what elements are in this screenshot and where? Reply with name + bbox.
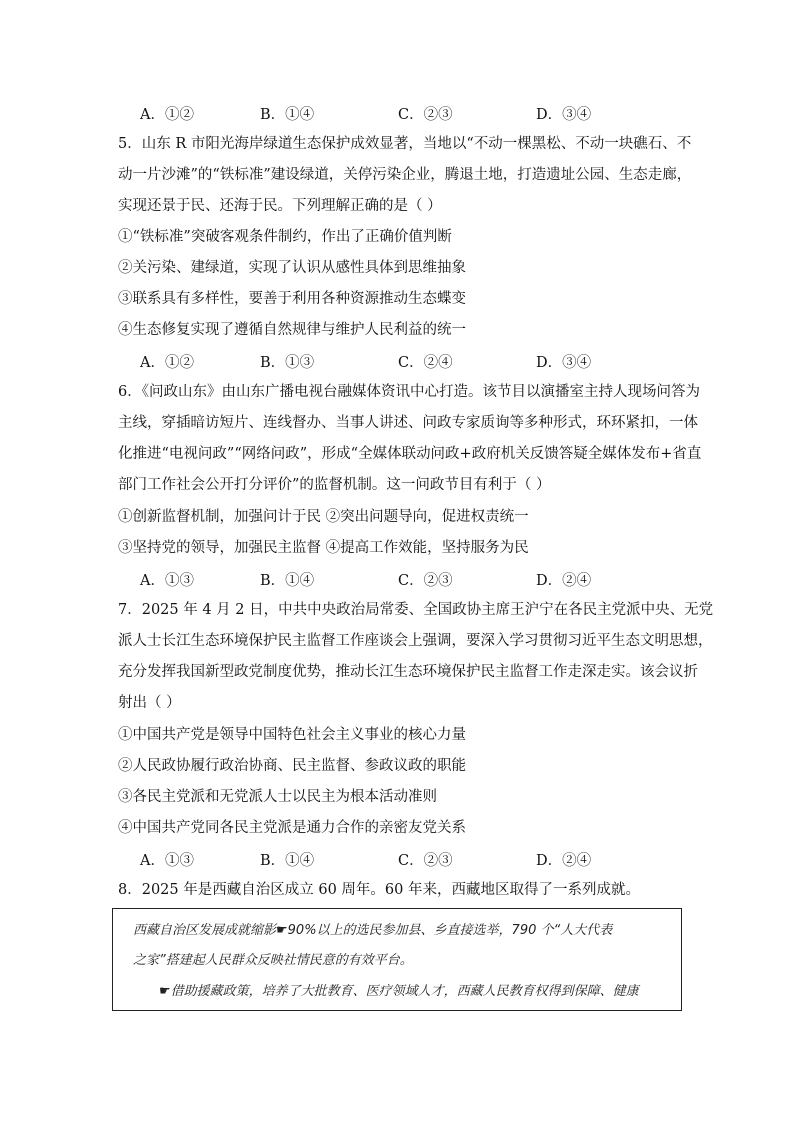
q5-item-3: ③联系具有多样性，要善于利用各种资源推动生态蝶变	[118, 291, 466, 307]
q7-option-b[interactable]: B．①④	[260, 853, 315, 869]
q8-material-box	[112, 908, 682, 1011]
q7-item-4: ④中国共产党同各民主党派是通力合作的亲密友党关系	[118, 820, 466, 836]
q6-stem-line-4: 部门工作社会公开打分评价”的监督机制。这一问政节目有利于（ ）	[118, 477, 551, 493]
q6-option-a[interactable]: A．①③	[140, 573, 194, 589]
q7-stem-line-3: 充分发挥我国新型政党制度优势，推动长江生态环境保护民主监督工作走深走实。该会议折	[118, 664, 698, 680]
q6-option-b[interactable]: B．①④	[260, 573, 315, 589]
q5-stem-line-3: 实现还景于民、还海于民。下列理解正确的是（ ）	[118, 198, 442, 214]
q7-stem-line-1: 7．2025 年 4 月 2 日，中共中央政治局常委、全国政协主席王沪宁在各民主党派中央、无党	[118, 602, 714, 618]
q6-option-d[interactable]: D．②④	[536, 573, 592, 589]
q7-option-c[interactable]: C．②③	[398, 853, 453, 869]
q4-option-a[interactable]: A．①②	[140, 107, 194, 123]
q7-stem-line-4: 射出（ ）	[118, 695, 181, 711]
q8-box-line-3: ☛借助援藏政策，培养了大批教育、医疗领域人才，西藏人民教育权得到保障、健康	[159, 984, 639, 999]
q4-option-d[interactable]: D．③④	[536, 107, 592, 123]
q6-options	[140, 569, 700, 589]
q7-item-1: ①中国共产党是领导中国特色社会主义事业的核心力量	[118, 727, 466, 743]
q7-option-d[interactable]: D．②④	[536, 853, 592, 869]
q5-stem-line-1: 5．山东 R 市阳光海岸绿道生态保护成效显著，当地以“不动一棵黑松、不动一块礁石、不	[118, 136, 692, 152]
q6-stem-line-1: 6．《问政山东》由山东广播电视台融媒体资讯中心打造。该节目以演播室主持人现场问答为	[118, 384, 700, 400]
q6-item-row-2: ③坚持党的领导，加强民主监督 ④提高工作效能，坚持服务为民	[118, 540, 529, 556]
q7-stem-line-2: 派人士长江生态环境保护民主监督工作座谈会上强调，要深入学习贯彻习近平生态文明思想，	[118, 633, 713, 649]
q5-stem-line-2: 动一片沙滩”的“铁标准”建设绿道，关停污染企业，腾退土地，打造遗址公园、生态走廊，	[118, 167, 692, 183]
q4-option-b[interactable]: B．①④	[260, 107, 315, 123]
q7-item-3: ③各民主党派和无党派人士以民主为根本活动准则	[118, 789, 437, 805]
q5-options	[140, 351, 700, 371]
q5-option-a[interactable]: A．①②	[140, 355, 194, 371]
q8-box-line-1: 西藏自治区发展成就缩影☛90%以上的选民参加县、乡直接选举，790 个“人大代表	[133, 923, 613, 938]
q7-item-2: ②人民政协履行政治协商、民主监督、参政议政的职能	[118, 758, 466, 774]
q7-option-a[interactable]: A．①③	[140, 853, 194, 869]
q4-options	[140, 103, 700, 123]
q8-stem: 8．2025 年是西藏自治区成立 60 周年。60 年来，西藏地区取得了一系列成就。	[118, 882, 640, 898]
q6-stem-line-3: 化推进“电视问政”“网络问政”，形成“全媒体联动问政+政府机关反馈答疑全媒体发布+省直	[118, 446, 702, 462]
q5-item-2: ②关污染、建绿道，实现了认识从感性具体到思维抽象	[118, 260, 466, 276]
q5-option-d[interactable]: D．③④	[536, 355, 592, 371]
q5-option-b[interactable]: B．①③	[260, 355, 315, 371]
q6-item-row-1: ①创新监督机制，加强问计于民 ②突出问题导向，促进权责统一	[118, 509, 529, 525]
q5-item-1: ①“铁标准”突破客观条件制约，作出了正确价值判断	[118, 229, 452, 245]
q4-option-c[interactable]: C．②③	[398, 107, 453, 123]
q5-item-4: ④生态修复实现了遵循自然规律与维护人民利益的统一	[118, 322, 466, 338]
q7-options	[140, 849, 700, 869]
q6-stem-line-2: 主线，穿插暗访短片、连线督办、当事人讲述、问政专家质询等多种形式，环环紧扣，一体	[118, 415, 698, 431]
q8-box-line-2: 之家”搭建起人民群众反映社情民意的有效平台。	[133, 953, 413, 968]
q6-option-c[interactable]: C．②③	[398, 573, 453, 589]
q5-option-c[interactable]: C．②④	[398, 355, 453, 371]
